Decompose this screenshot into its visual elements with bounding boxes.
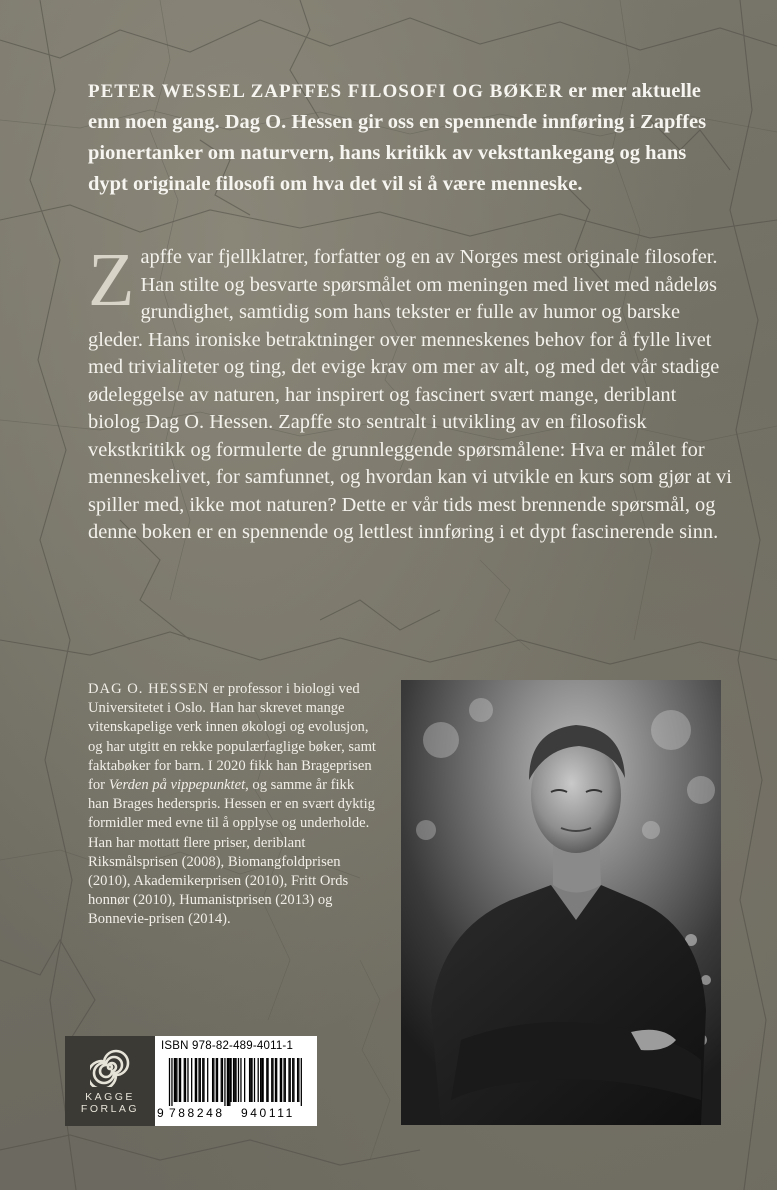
barcode-bar	[227, 1058, 228, 1106]
barcode-bar	[212, 1058, 213, 1102]
author-bio	[88, 680, 378, 930]
barcode-bar	[180, 1058, 181, 1102]
barcode-bar	[203, 1058, 204, 1102]
barcode-bar	[285, 1058, 286, 1102]
isbn-barcode	[155, 1036, 317, 1126]
barcode-bar	[233, 1058, 234, 1102]
barcode-bar	[276, 1058, 277, 1102]
barcode-bar	[228, 1058, 229, 1106]
barcode-bar	[249, 1058, 250, 1102]
intro-paragraph	[88, 76, 728, 200]
barcode-bar	[238, 1058, 239, 1102]
barcode-bar	[207, 1058, 208, 1102]
barcode-bar	[254, 1058, 255, 1102]
barcode-bar	[175, 1058, 176, 1102]
author-photo	[401, 680, 721, 1125]
barcode-bar	[251, 1058, 252, 1102]
barcode-bar	[272, 1058, 273, 1102]
author-name: DAG O. HESSEN	[88, 681, 210, 697]
barcode-right-group: 940111	[241, 1106, 295, 1120]
intro-text: er mer aktuelle enn noen gang. Dag O. Hessen gir oss en spennende innføring i Zapffes pionertanker om naturvern, hans kritikk av veksttankegang og hans dypt originale filosofi om hva det vil si å være menneske.	[88, 80, 707, 195]
barcode-left-group: 788248	[169, 1106, 225, 1120]
barcode-bar	[216, 1058, 217, 1102]
barcode-bar	[191, 1058, 192, 1102]
barcode-bar	[262, 1058, 263, 1102]
barcode-bar	[271, 1058, 272, 1102]
barcode-bar	[250, 1058, 251, 1102]
isbn-number: ISBN 978-82-489-4011-1	[161, 1040, 294, 1052]
barcode-bar	[240, 1058, 241, 1102]
barcode-bar	[301, 1058, 302, 1106]
barcode-bar	[179, 1058, 180, 1102]
barcode-bar	[298, 1058, 299, 1102]
publisher-name-line2: FORLAG	[80, 1103, 140, 1115]
barcode-bar	[293, 1058, 294, 1102]
barcode-bar	[234, 1058, 235, 1102]
publisher-name-line1: KAGGE	[85, 1091, 135, 1103]
barcode-bar	[288, 1058, 289, 1102]
barcode-bar	[221, 1058, 222, 1102]
author-portrait-image	[401, 680, 721, 1125]
barcode-bar	[280, 1058, 281, 1102]
barcode-bar	[171, 1058, 172, 1106]
barcode-bar	[198, 1058, 199, 1102]
intro-lead: PETER WESSEL ZAPFFES FILOSOFI OG BØKER	[88, 81, 564, 102]
barcode-bar	[213, 1058, 214, 1102]
barcode-bar	[174, 1058, 175, 1102]
barcode-bar	[202, 1058, 203, 1102]
barcode-bar	[292, 1058, 293, 1102]
barcode-bar	[283, 1058, 284, 1102]
bio-text-1: er professor i biologi ved Universitetet i Oslo. Han har skrevet mange vitenskapelige verk innen økologi og evolusjon, og har utgitt en rekke populærfaglige bøker, samt faktabøker for barn. I 2020 fikk han Brageprisen for	[88, 681, 376, 794]
barcode-bar	[196, 1058, 197, 1102]
barcode-bar	[230, 1058, 231, 1102]
barcode-bar	[176, 1058, 177, 1102]
barcode-bar	[281, 1058, 282, 1102]
barcode-first-digit: 9	[157, 1106, 165, 1120]
main-text: apffe var fjellklatrer, forfatter og en av Norges mest originale filosofer. Han stilte og besvarte spørsmålet om meningen med livet med nådeløs grundighet, samtidig som hans tekster er fulle av humor og barske gleder. Hans ironiske betraktninger over menneskenes behov for å fylle livet med trivialiteter og ting, det evige krav om mer av alt, og med det vår stadige ødeleggelse av naturen, har inspirert og fascinert svært mange, deriblant biolog Dag O. Hessen. Zapffe sto sentralt i utvikling av en filosofisk vekstkritikk og formulerte de grunnleggende spørsmålene: Hva er målet for menneskelivet, for samfunnet, og hvordan kan vi utvikle en kurs som gjør at vi spiller med, ikke mot naturen? Dette er vår tids mest brennende spørsmål, og denne boken er en spennende og lettlest innføring i et dypt fascinerende sinn.	[88, 246, 732, 543]
barcode-bar	[200, 1058, 201, 1102]
publisher-logo	[65, 1036, 155, 1126]
barcode-bar	[261, 1058, 262, 1102]
barcode-bar	[258, 1058, 259, 1102]
barcode-bar	[275, 1058, 276, 1102]
barcode-bar	[266, 1058, 267, 1102]
drop-cap: Z	[88, 238, 135, 322]
barcode-bar	[187, 1058, 188, 1102]
main-description	[88, 238, 733, 547]
barcode-bar	[195, 1058, 196, 1102]
barcode-bar	[222, 1058, 223, 1102]
barcode-bar	[184, 1058, 185, 1102]
bio-book-title: Verden på vippepunktet	[108, 777, 246, 794]
spiral-icon	[90, 1047, 130, 1087]
barcode-bar	[235, 1058, 236, 1102]
barcode-bar	[260, 1058, 261, 1102]
barcode-bar	[217, 1058, 218, 1102]
barcode-bar	[169, 1058, 170, 1106]
barcode-bar	[229, 1058, 230, 1106]
barcode-bar	[244, 1058, 245, 1102]
barcode-bar	[290, 1058, 291, 1102]
barcode-bar	[267, 1058, 268, 1102]
bio-text-2: , og samme år fikk han Brages hederspris. Hessen er en svært dyktig formidler med evne til å opplyse og underholde. Han har mottatt flere priser, deriblant Riksmålsprisen (2008), Biomangfoldprisen (2010), Akademikerprisen (2010), Fritt Ords honnør (2010), Humanistprisen (2013) og Bonnevie-prisen (2014).	[88, 777, 375, 928]
barcode-bar	[224, 1058, 225, 1106]
barcode-bar	[185, 1058, 186, 1102]
barcode-bars	[159, 1058, 313, 1106]
barcode-bar	[297, 1058, 298, 1102]
